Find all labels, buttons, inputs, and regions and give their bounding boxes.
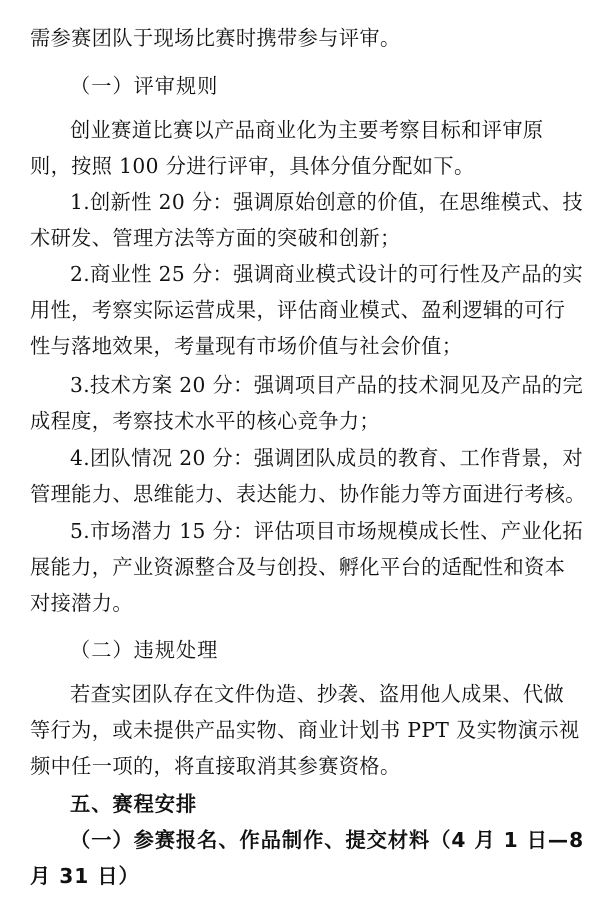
text-line: 则，按照 100 分进行评审，具体分值分配如下。 xyxy=(30,154,475,178)
subheading-violation-handling: （二）违规处理 xyxy=(70,638,219,662)
text-line: 2.商业性 25 分：强调商业模式设计的可行性及产品的实 xyxy=(70,262,584,286)
text-line: 创业赛道比赛以产品商业化为主要考察目标和评审原 xyxy=(70,118,544,142)
text-line: 5.市场潜力 15 分：评估项目市场规模成长性、产业化拓 xyxy=(70,519,584,543)
text-line: 用性，考察实际运营成果，评估商业模式、盈利逻辑的可行 xyxy=(30,298,566,322)
subheading-review-rules: （一）评审规则 xyxy=(70,74,219,98)
text-line: 3.技术方案 20 分：强调项目产品的技术洞见及产品的完 xyxy=(70,373,584,397)
text-line: 若查实团队存在文件伪造、抄袭、盗用他人成果、代做 xyxy=(70,682,565,706)
text-line: 展能力，产业资源整合及与创投、孵化平台的适配性和资本 xyxy=(30,555,566,579)
text-line: 需参赛团队于现场比赛时携带参与评审。 xyxy=(30,26,401,50)
schedule-item-heading: （一）参赛报名、作品制作、提交材料（4 月 1 日—8 xyxy=(70,828,585,852)
text-line: 性与落地效果，考量现有市场价值与社会价值； xyxy=(30,334,463,358)
text-line: 4.团队情况 20 分：强调团队成员的教育、工作背景，对 xyxy=(70,446,584,470)
text-line: 术研发、管理方法等方面的突破和创新； xyxy=(30,226,401,250)
text-line: 管理能力、思维能力、表达能力、协作能力等方面进行考核。 xyxy=(30,482,586,506)
text-line: 成程度，考察技术水平的核心竞争力； xyxy=(30,409,380,433)
text-line: 对接潜力。 xyxy=(30,591,133,615)
text-line: 1.创新性 20 分：强调原始创意的价值，在思维模式、技 xyxy=(70,190,584,214)
section-heading-schedule: 五、赛程安排 xyxy=(70,792,198,816)
text-line: 频中任一项的，将直接取消其参赛资格。 xyxy=(30,754,401,778)
text-line: 等行为，或未提供产品实物、商业计划书 PPT 及实物演示视 xyxy=(30,718,580,742)
schedule-item-heading-cont: 月 31 日） xyxy=(30,864,140,888)
